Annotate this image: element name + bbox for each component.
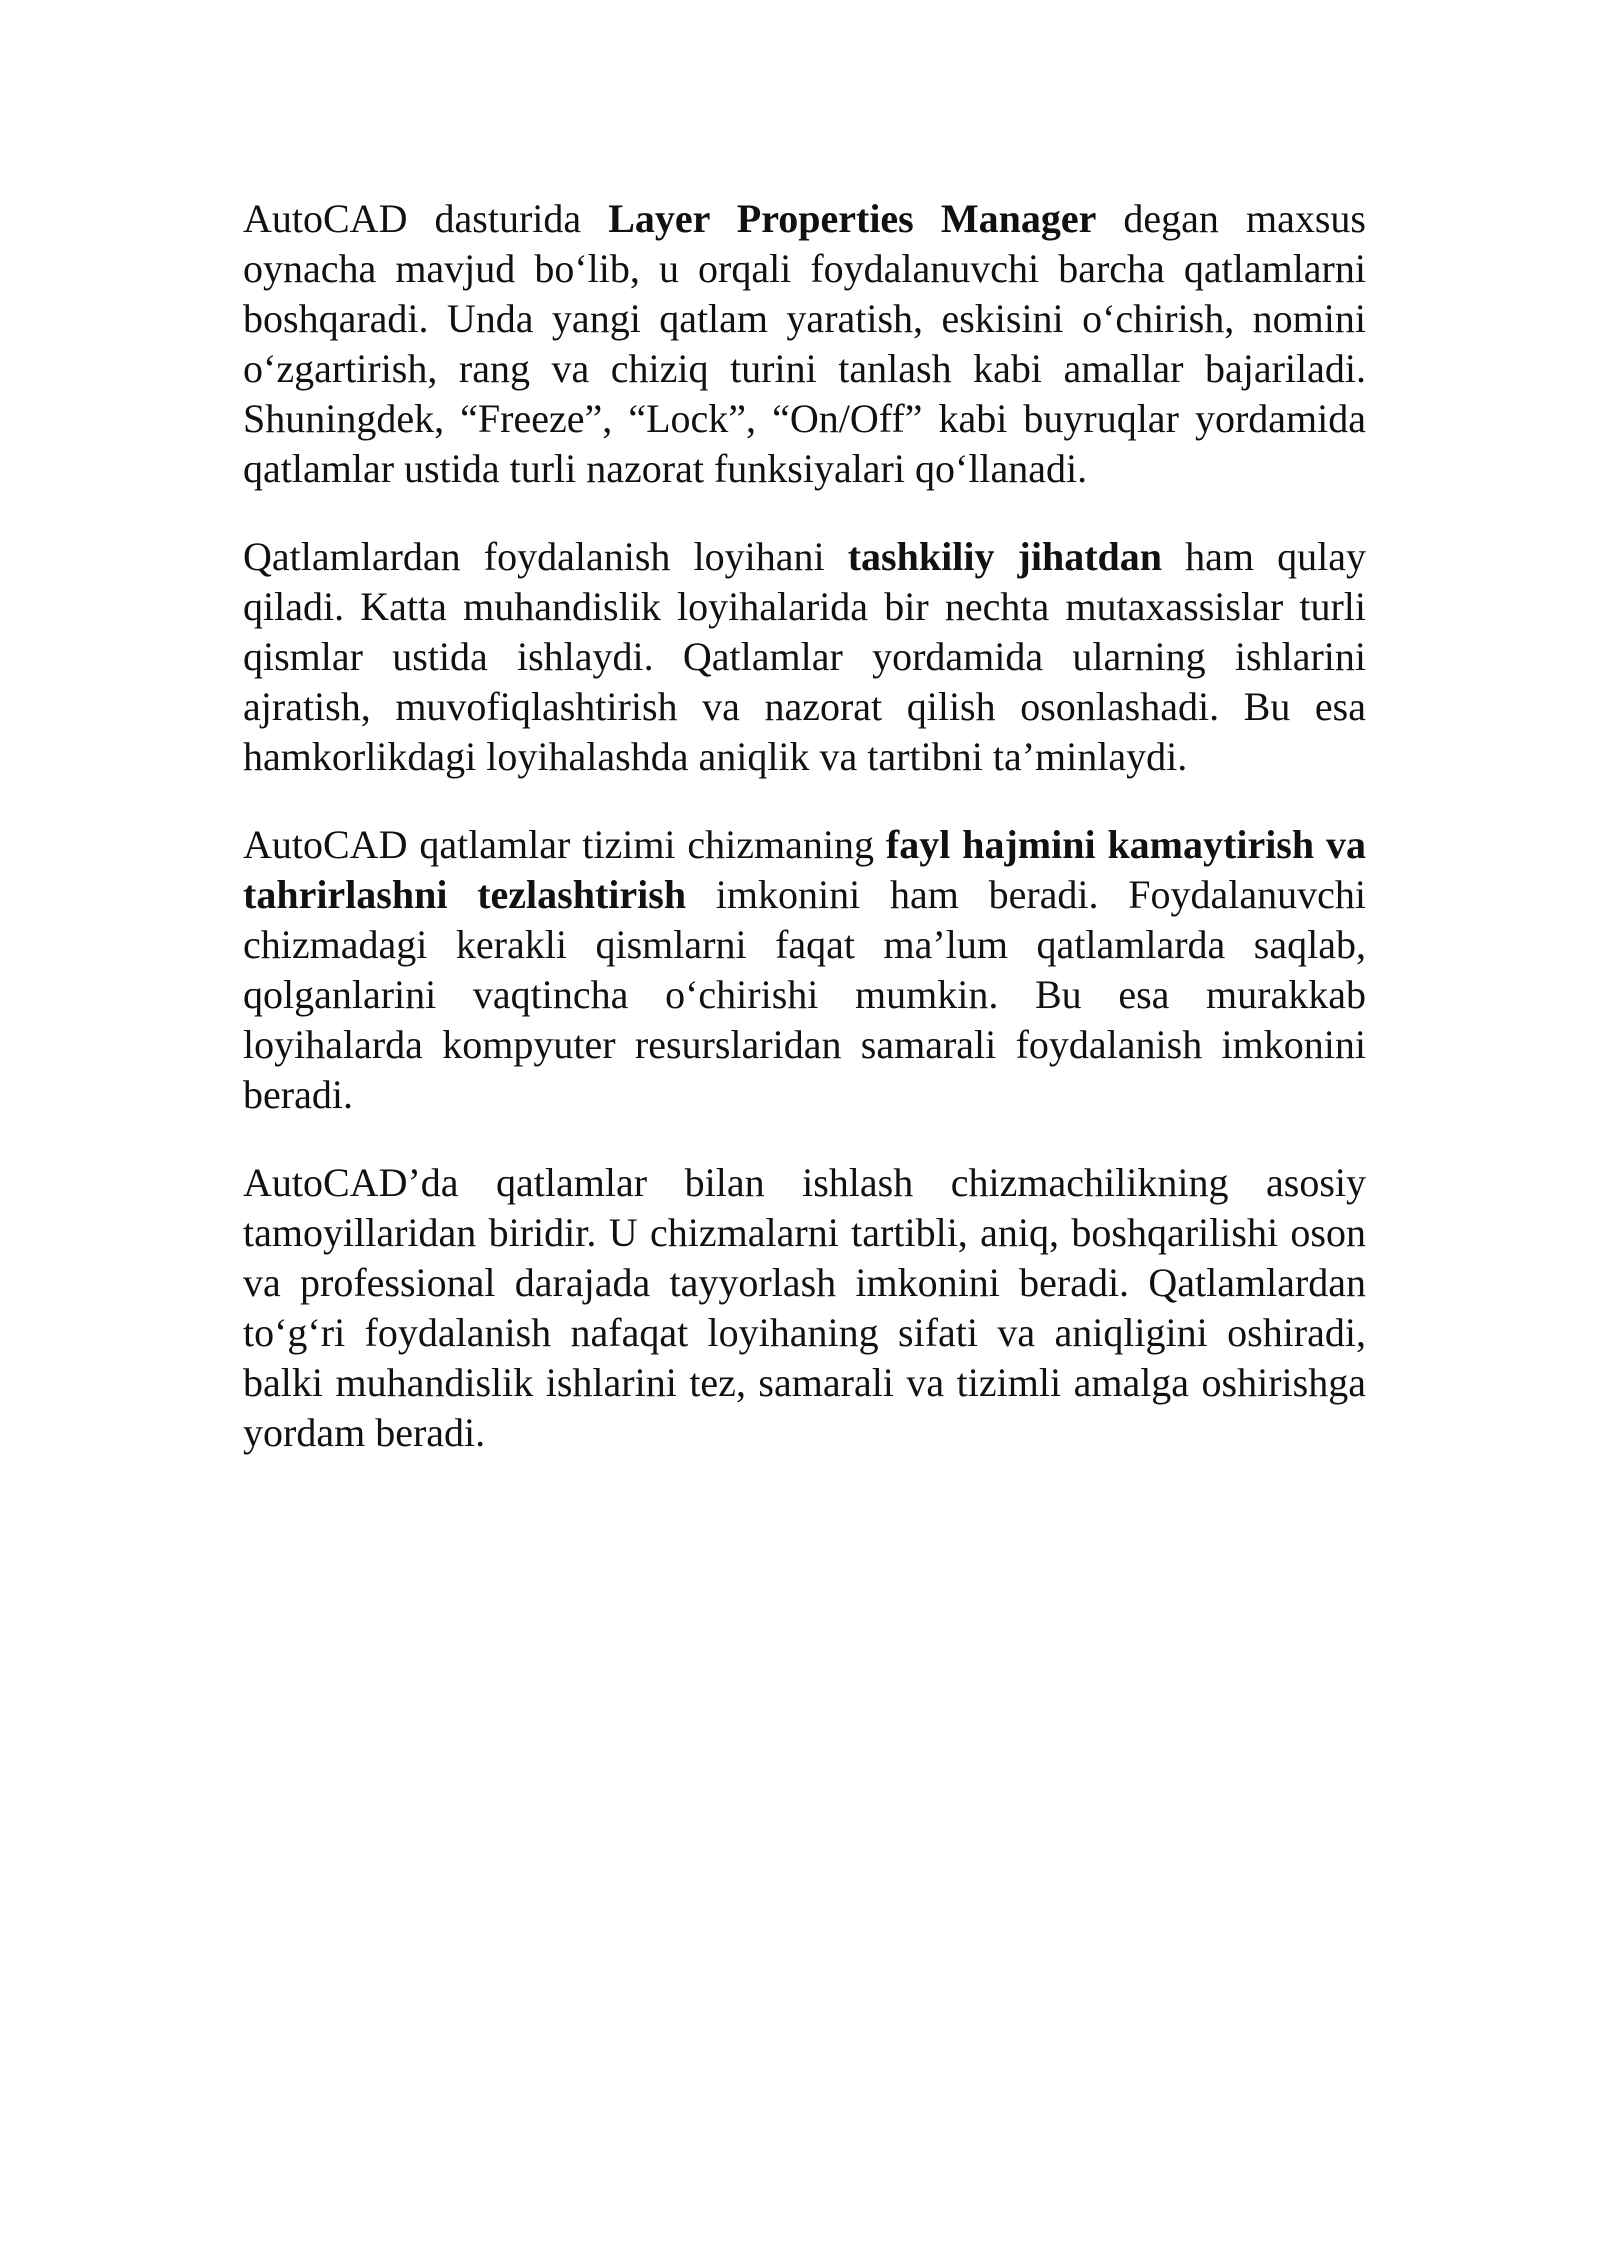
- bold-text-run: Layer Properties Manager: [608, 196, 1097, 241]
- paragraph-file-size: [243, 820, 1366, 1120]
- paragraph-conclusion: [243, 1158, 1366, 1458]
- paragraph-organization: [243, 532, 1366, 782]
- bold-text-run: fayl hajmini kamaytirish va tahrirlashni tezlashtirish: [243, 822, 1366, 917]
- bold-text-run: tashkiliy jihatdan: [847, 534, 1163, 579]
- body-text: [243, 194, 1366, 1496]
- text-run: AutoCAD’da qatlamlar bilan ishlash chizmachilikning asosiy tamoyillaridan biridir. U chizmalarni tartibli, aniq, boshqarilishi oson va professional darajada tayyorlash imkonini beradi. Qatlamlardan to‘g‘ri foydalanish nafaqat loyihaning sifati va aniqligini oshiradi, balki muhandislik ishlarini tez, samarali va tizimli amalga oshirishga yordam beradi.: [243, 1160, 1366, 1455]
- text-run: AutoCAD qatlamlar tizimi chizmaning: [243, 822, 886, 867]
- text-run: degan maxsus oynacha mavjud bo‘lib, u orqali foydalanuvchi barcha qatlamlarni boshqaradi. Unda yangi qatlam yaratish, eskisini o‘chirish, nomini o‘zgartirish, rang va chiziq turini tanlash kabi amallar bajariladi. Shuningdek, “Freeze”, “Lock”, “On/Off” kabi buyruqlar yordamida qatlamlar ustida turli nazorat funksiyalari qo‘llanadi.: [243, 196, 1367, 491]
- text-run: imkonini ham beradi. Foydalanuvchi chizmadagi kerakli qismlarni faqat ma’lum qatlamlarda saqlab, qolganlarini vaqtincha o‘chirishi mumkin. Bu esa murakkab loyihalarda kompyuter resurslaridan samarali foydalanish imkonini beradi.: [243, 872, 1366, 1117]
- paragraph-layer-manager: [243, 194, 1366, 494]
- text-run: Qatlamlardan foydalanish loyihani: [243, 534, 848, 579]
- text-run: AutoCAD dasturida: [243, 196, 609, 241]
- text-run: ham qulay qiladi. Katta muhandislik loyihalarida bir nechta mutaxassislar turli qismlar ustida ishlaydi. Qatlamlar yordamida ularning ishlarini ajratish, muvofiqlashtirish va nazorat qilish osonlashadi. Bu esa hamkorlikdagi loyihalashda aniqlik va tartibni ta’minlaydi.: [243, 534, 1366, 779]
